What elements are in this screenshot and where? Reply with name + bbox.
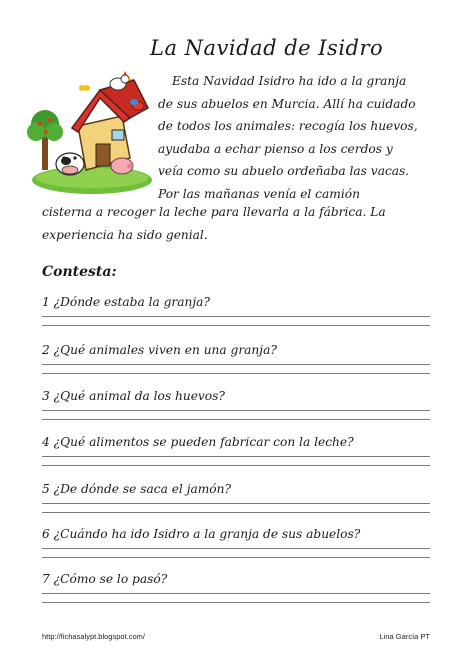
question-text: 4 ¿Qué alimentos se pueden fabricar con la leche? (42, 435, 354, 449)
footer-url: http://fichasalypt.blogspot.com/ (42, 632, 145, 641)
story-line: experiencia ha sido genial. (42, 227, 208, 242)
answer-line[interactable] (42, 316, 430, 317)
answer-line[interactable] (42, 410, 430, 411)
story-line: de sus abuelos en Murcia. Allí ha cuidado (158, 96, 416, 111)
story-paragraph-full (42, 201, 448, 246)
question-block (42, 434, 432, 466)
question-block (42, 526, 432, 558)
question-block (42, 481, 432, 513)
question-text: 3 ¿Qué animal da los huevos? (42, 389, 225, 403)
question-text: 1 ¿Dónde estaba la granja? (42, 295, 210, 309)
answer-line[interactable] (42, 364, 430, 365)
question-block (42, 388, 432, 420)
footer-author: Lina García PT (379, 632, 430, 641)
story-line: de todos los animales: recogía los huevos, (158, 119, 418, 134)
story-line: Por las mañanas venía el camión (158, 186, 360, 201)
question-block (42, 571, 432, 603)
answer-line[interactable] (42, 419, 430, 420)
answer-line[interactable] (42, 503, 430, 504)
answer-line[interactable] (42, 602, 430, 603)
answer-line[interactable] (42, 325, 430, 326)
question-text: 2 ¿Qué animales viven en una granja? (42, 343, 277, 357)
farm-house-with-animals-icon (26, 66, 154, 194)
story-line: veía como su abuelo ordeñaba las vacas. (158, 164, 410, 179)
page-title: La Navidad de Isidro (150, 36, 384, 60)
answer-line[interactable] (42, 465, 430, 466)
question-text: 5 ¿De dónde se saca el jamón? (42, 482, 232, 496)
question-text: 6 ¿Cuándo ha ido Isidro a la granja de sus abuelos? (42, 527, 361, 541)
answer-line[interactable] (42, 512, 430, 513)
story-line: ayudaba a echar pienso a los cerdos y (158, 141, 393, 156)
answer-line[interactable] (42, 557, 430, 558)
answer-line[interactable] (42, 548, 430, 549)
answer-line[interactable] (42, 593, 430, 594)
story-paragraph-indented (158, 70, 448, 206)
story-line: Esta Navidad Isidro ha ido a la granja (172, 74, 407, 88)
question-block (42, 294, 432, 326)
contesta-heading: Contesta: (42, 264, 117, 280)
question-text: 7 ¿Cómo se lo pasó? (42, 572, 168, 586)
question-block (42, 342, 432, 374)
answer-line[interactable] (42, 456, 430, 457)
story-line: cisterna a recoger la leche para llevarla a la fábrica. La (42, 205, 386, 219)
answer-line[interactable] (42, 373, 430, 374)
